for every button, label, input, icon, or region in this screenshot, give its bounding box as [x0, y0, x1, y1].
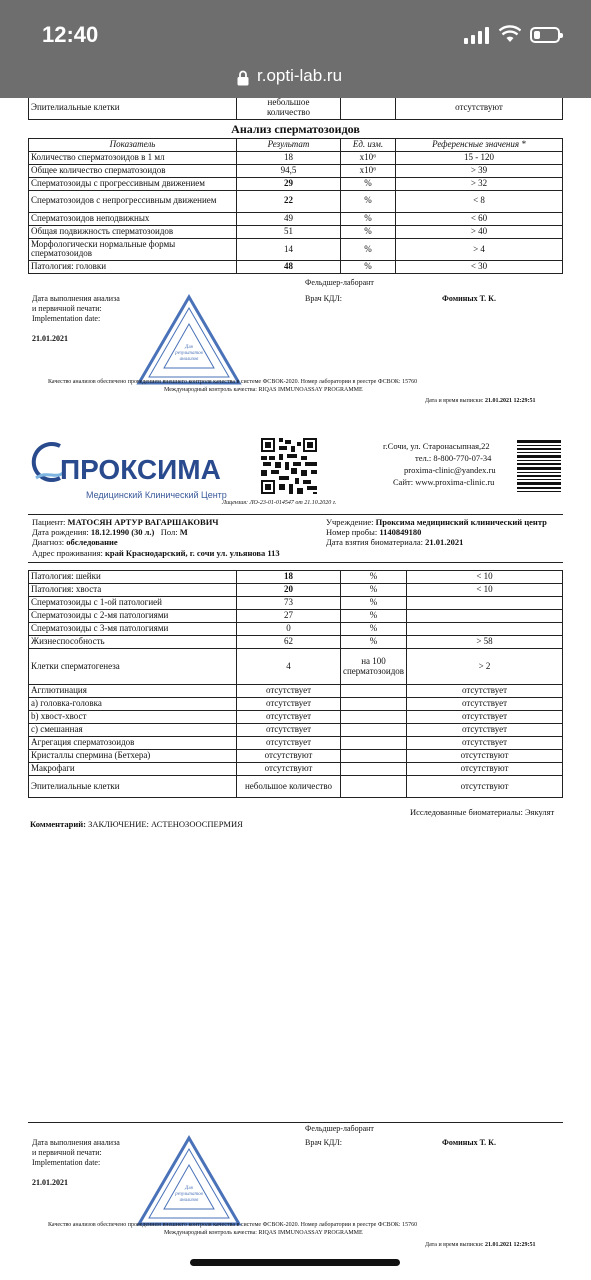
svg-text:Для: Для — [185, 345, 193, 350]
row-name: Сперматозоидов с непрогрессивным движением — [29, 190, 237, 212]
row-reference: 15 - 120 — [396, 151, 563, 164]
row-reference: отсутствуют — [407, 776, 563, 798]
doctor-name-2: Фоминых Т. К. — [442, 1138, 496, 1147]
row-unit: % — [341, 238, 396, 261]
col-header-result: Результат — [237, 139, 341, 152]
status-bar — [0, 0, 591, 62]
cut-row-ref: отсутствуют — [396, 98, 563, 119]
table-row — [29, 597, 563, 610]
row-unit — [341, 724, 407, 737]
doctor-name: Фоминых Т. К. — [442, 294, 496, 303]
row-result: 62 — [237, 636, 341, 649]
cellular-signal-icon — [464, 27, 490, 44]
row-reference: < 60 — [396, 212, 563, 225]
row-unit: на 100 сперматозоидов — [341, 649, 407, 685]
row-unit: % — [341, 212, 396, 225]
row-unit — [341, 776, 407, 798]
table-row — [29, 177, 563, 190]
row-unit — [341, 711, 407, 724]
col-header-indicator: Показатель — [29, 139, 237, 152]
table-row — [29, 225, 563, 238]
lab-stamp-icon — [136, 1135, 242, 1227]
row-result: 14 — [237, 238, 341, 261]
battery-level — [534, 31, 540, 39]
table-row — [29, 238, 563, 261]
table-row — [29, 212, 563, 225]
row-reference: > 39 — [396, 164, 563, 177]
qr-code-icon — [261, 438, 317, 494]
svg-text:Для: Для — [185, 1186, 193, 1191]
row-unit: % — [341, 261, 396, 274]
print-time-block-2: Дата и время выписки: 21.01.2021 12:29:51 — [425, 1242, 536, 1248]
quality-line-2: Международный контроль качества: RIQAS IMMUNOASSAY PROGRAMME — [164, 387, 363, 393]
row-result: отсутствуют — [237, 763, 341, 776]
row-name: Макрофаги — [29, 763, 237, 776]
wifi-icon — [499, 25, 521, 43]
row-name: Количество сперматозоидов в 1 мл — [29, 151, 237, 164]
row-unit: % — [341, 584, 407, 597]
row-name: Сперматозоиды с 1-ой патологией — [29, 597, 237, 610]
table-row — [29, 190, 563, 212]
row-name: Патология: хвоста — [29, 584, 237, 597]
row-name: Эпителиальные клетки — [29, 776, 237, 798]
patient-name-line: Пациент: МАТОСЯН АРТУР ВАГАРШАКОВИЧ — [32, 517, 219, 527]
table-row — [29, 584, 563, 597]
row-name: Агглютинация — [29, 685, 237, 698]
date-label-3: Implementation date: — [32, 314, 101, 323]
date-label-1: Дата выполнения анализа — [32, 294, 120, 303]
row-result: отсутствуют — [237, 750, 341, 763]
row-reference: > 40 — [396, 225, 563, 238]
row-name: Агрегация сперматозоидов — [29, 737, 237, 750]
row-name: Сперматозоиды с 3-мя патологиями — [29, 623, 237, 636]
row-result: 49 — [237, 212, 341, 225]
table-row — [29, 261, 563, 274]
sperm-analysis-title: Анализ сперматозоидов — [231, 122, 360, 136]
cut-row-name: Эпителиальные клетки — [29, 98, 237, 119]
quality-line-1b: Качество анализов обеспечено проведением внешнего контроля качества в системе ФСВОК-2020. Номер лаборатории в реестре ФСВОК: 15760 — [48, 1222, 418, 1228]
row-result: небольшое количество — [237, 776, 341, 798]
row-name: Общее количество сперматозоидов — [29, 164, 237, 177]
row-reference: < 8 — [396, 190, 563, 212]
patient-dob-line: Дата рождения: 18.12.1990 (30 л.) Пол: М — [32, 527, 188, 537]
table-row — [29, 649, 563, 685]
print-time-block: Дата и время выписки: 21.01.2021 12:29:51 — [425, 398, 536, 404]
sample-number-line: Номер пробы: 1140849180 — [326, 527, 422, 537]
row-reference: < 10 — [407, 571, 563, 584]
table-row — [29, 151, 563, 164]
proxima-logo-icon — [28, 440, 64, 484]
row-result: 18 — [237, 151, 341, 164]
svg-text:результатов: результатов — [175, 351, 203, 356]
row-result: 48 — [237, 261, 341, 274]
row-reference — [407, 610, 563, 623]
row-unit: % — [341, 190, 396, 212]
barcode-icon — [517, 440, 561, 492]
row-unit — [341, 737, 407, 750]
clinic-email: proxima-clinic@yandex.ru — [404, 465, 496, 475]
svg-text:результатов: результатов — [175, 1192, 203, 1197]
row-reference: > 58 — [407, 636, 563, 649]
row-unit: x10⁶ — [341, 164, 396, 177]
row-reference — [407, 623, 563, 636]
row-result: отсутствует — [237, 685, 341, 698]
row-unit: % — [341, 571, 407, 584]
row-reference: отсутствуют — [407, 763, 563, 776]
table-row — [29, 750, 563, 763]
svg-text:анализов: анализов — [179, 357, 199, 362]
implementation-date-2: 21.01.2021 — [32, 1178, 68, 1187]
row-reference: > 4 — [396, 238, 563, 261]
row-unit — [341, 763, 407, 776]
row-unit: % — [341, 636, 407, 649]
quality-line-1: Качество анализов обеспечено проведением внешнего контроля качества в системе ФСВОК-2020. Номер лаборатории в реестре ФСВОК: 15760 — [48, 379, 418, 385]
row-name: Сперматозоиды с прогрессивным движением — [29, 177, 237, 190]
doctor-label: Врач КДЛ: — [305, 294, 343, 303]
lab-assistant-label: Фельдшер-лаборант — [305, 278, 374, 287]
comment-line: Комментарий: ЗАКЛЮЧЕНИЕ: АСТЕНОЗООСПЕРМИЯ — [30, 819, 243, 829]
row-result: отсутствует — [237, 711, 341, 724]
row-unit: % — [341, 225, 396, 238]
row-name: Морфологически нормальные формы сперматозоидов — [29, 238, 237, 261]
row-name: Сперматозоиды с 2-мя патологиями — [29, 610, 237, 623]
cut-row-result: небольшое количество — [237, 98, 341, 119]
battery-icon — [530, 27, 560, 43]
table-row — [29, 737, 563, 750]
row-result: 51 — [237, 225, 341, 238]
row-name: Общая подвижность сперматозоидов — [29, 225, 237, 238]
license-text: Лицензия: ЛО-23-01-014547 от 21.10.2020 г. — [222, 500, 337, 506]
row-result: 20 — [237, 584, 341, 597]
row-reference: отсутствуют — [407, 750, 563, 763]
home-indicator[interactable] — [190, 1259, 400, 1266]
col-header-unit: Ед. изм. — [341, 139, 396, 152]
row-name: Сперматозоидов неподвижных — [29, 212, 237, 225]
row-result: 22 — [237, 190, 341, 212]
row-reference: отсутствует — [407, 724, 563, 737]
doctor-label-2: Врач КДЛ: — [305, 1138, 343, 1147]
date-label-1b: Дата выполнения анализа — [32, 1138, 120, 1147]
institution-line: Учреждение: Проксима медицинский клинический центр — [326, 517, 547, 527]
url-text: r.opti-lab.ru — [257, 66, 343, 85]
row-name: с) смешанная — [29, 724, 237, 737]
row-name: а) головка-головка — [29, 698, 237, 711]
row-unit — [341, 685, 407, 698]
row-result: 94,5 — [237, 164, 341, 177]
row-unit — [341, 750, 407, 763]
row-name: Клетки сперматогенеза — [29, 649, 237, 685]
row-unit: % — [341, 623, 407, 636]
table-row — [29, 711, 563, 724]
row-name: Кристаллы спермина (Бетхера) — [29, 750, 237, 763]
row-result: 73 — [237, 597, 341, 610]
patient-diagnosis-line: Диагноз: обследование — [32, 537, 118, 547]
clinic-logo-subtitle: Медицинский Клинический Центр — [86, 490, 227, 500]
date-taken-line: Дата взятия биоматериала: 21.01.2021 — [326, 537, 464, 547]
row-unit: % — [341, 177, 396, 190]
row-result: отсутствует — [237, 698, 341, 711]
document-viewer[interactable] — [0, 98, 591, 1280]
date-label-2b: и первичной печати: — [32, 1148, 102, 1157]
row-reference: > 2 — [407, 649, 563, 685]
lab-stamp-icon — [136, 294, 242, 386]
table-row — [29, 763, 563, 776]
patient-address-line: Адрес проживания: край Краснодарский, г. сочи ул. ульянова 113 — [32, 548, 280, 558]
row-result: 27 — [237, 610, 341, 623]
svg-text:анализов: анализов — [179, 1198, 199, 1203]
lab-assistant-label-2: Фельдшер-лаборант — [305, 1124, 374, 1133]
table-row — [29, 164, 563, 177]
table-row — [29, 698, 563, 711]
date-label-3b: Implementation date: — [32, 1158, 101, 1167]
row-unit: x10⁶ — [341, 151, 396, 164]
date-label-2: и первичной печати: — [32, 304, 102, 313]
row-unit: % — [341, 597, 407, 610]
implementation-date: 21.01.2021 — [32, 334, 68, 343]
row-name: b) хвост-хвост — [29, 711, 237, 724]
row-reference: отсутствует — [407, 711, 563, 724]
row-reference — [407, 597, 563, 610]
clinic-phone: тел.: 8-800-770-07-34 — [415, 453, 492, 463]
table-row — [29, 685, 563, 698]
table-row — [29, 610, 563, 623]
row-reference: отсутствует — [407, 685, 563, 698]
row-reference: отсутствует — [407, 737, 563, 750]
table-row — [29, 623, 563, 636]
row-reference: < 30 — [396, 261, 563, 274]
row-result: 4 — [237, 649, 341, 685]
clock: 12:40 — [42, 22, 99, 47]
row-result: 29 — [237, 177, 341, 190]
row-unit: % — [341, 610, 407, 623]
row-result: 0 — [237, 623, 341, 636]
clinic-address: г.Сочи, ул. Старонасыпная,22 — [383, 441, 490, 451]
lock-icon — [237, 70, 249, 86]
sperm-analysis-table — [28, 138, 563, 274]
row-unit — [341, 698, 407, 711]
col-header-reference: Референсные значения * — [396, 139, 563, 152]
biomaterial-label: Исследованные биоматериалы: Эякулят — [410, 807, 555, 817]
row-name: Жизнеспособность — [29, 636, 237, 649]
row-name: Патология: шейки — [29, 571, 237, 584]
quality-line-2b: Международный контроль качества: RIQAS IMMUNOASSAY PROGRAMME — [164, 1230, 363, 1236]
address-bar[interactable] — [0, 62, 591, 98]
top-cut-table — [28, 98, 563, 120]
row-result: отсутствует — [237, 724, 341, 737]
clinic-logo-text: ПРОКСИМА — [60, 454, 221, 485]
row-result: 18 — [237, 571, 341, 584]
table-row — [29, 571, 563, 584]
row-result: отсутствует — [237, 737, 341, 750]
row-reference: > 32 — [396, 177, 563, 190]
row-name: Патология: головки — [29, 261, 237, 274]
table-row — [29, 636, 563, 649]
table-row — [29, 776, 563, 798]
row-reference: < 10 — [407, 584, 563, 597]
sperm-pathology-table — [28, 570, 563, 798]
row-reference: отсутствует — [407, 698, 563, 711]
table-row — [29, 724, 563, 737]
clinic-site: Сайт: www.proxima-clinic.ru — [393, 477, 495, 487]
